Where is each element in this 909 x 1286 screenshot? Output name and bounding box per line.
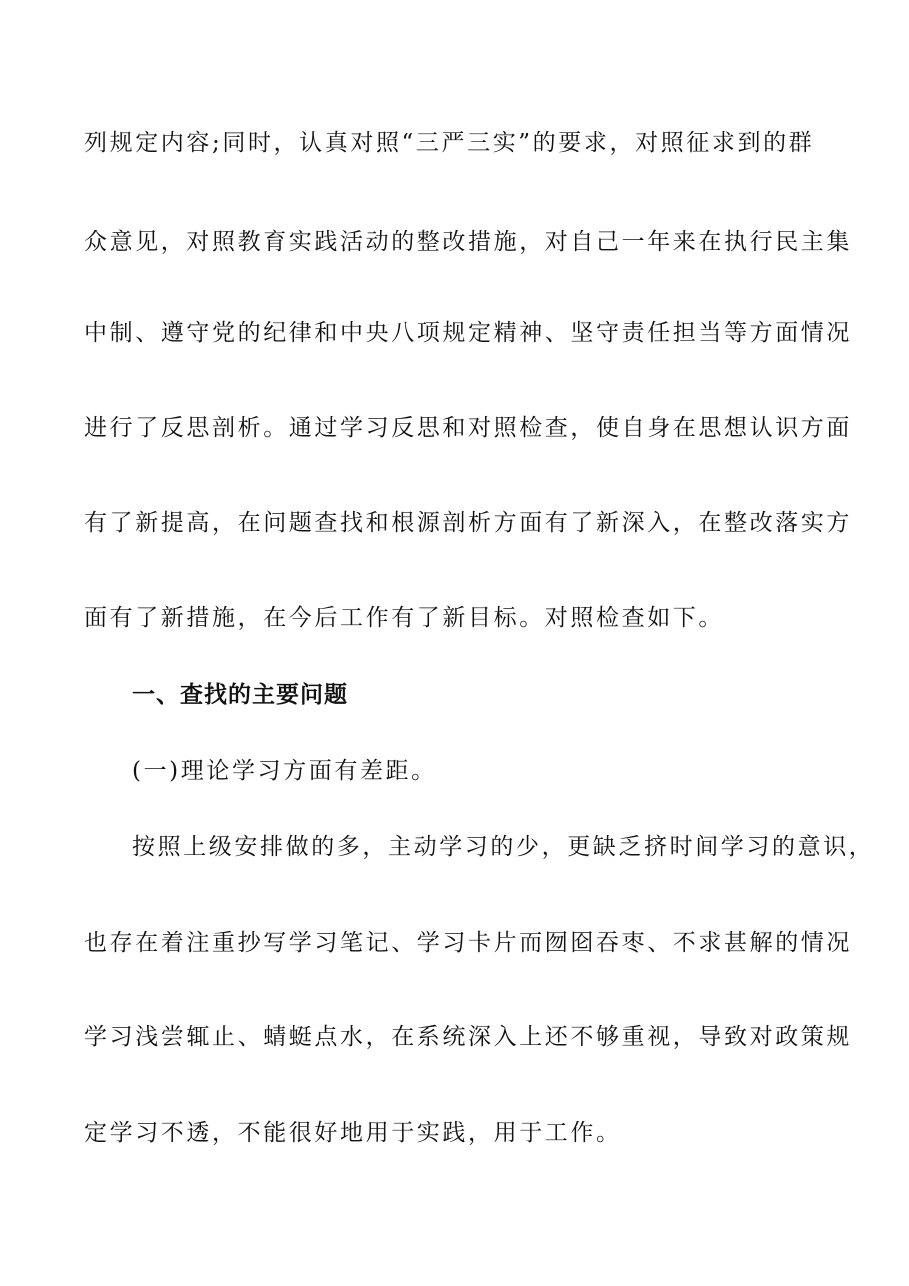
paragraph-line: 学习浅尝辄止、蜻蜓点水，在系统深入上还不够重视，导致对政策规 xyxy=(84,1024,852,1050)
paragraph-line: 面有了新措施，在今后工作有了新目标。对照检查如下。 xyxy=(84,605,724,631)
paragraph-line: 定学习不透，不能很好地用于实践，用于工作。 xyxy=(84,1120,622,1146)
paragraph-line: 中制、遵守党的纪律和中央八项规定精神、坚守责任担当等方面情况 xyxy=(84,320,852,346)
subsection-heading: (一)理论学习方面有差距。 xyxy=(132,758,437,784)
paragraph-line: 众意见，对照教育实践活动的整改措施，对自己一年来在执行民主集 xyxy=(84,229,852,255)
section-heading: 一、查找的主要问题 xyxy=(132,682,348,708)
paragraph-line: 进行了反思剖析。通过学习反思和对照检查，使自身在思想认识方面 xyxy=(84,415,852,441)
paragraph-line: 也存在着注重抄写学习笔记、学习卡片而囫囵吞枣、不求甚解的情况 xyxy=(84,930,852,956)
paragraph-line: 有了新提高，在问题查找和根源剖析方面有了新深入，在整改落实方 xyxy=(84,510,852,536)
paragraph-line: 列规定内容;同时，认真对照“三严三实”的要求，对照征求到的群 xyxy=(84,130,815,156)
paragraph-line: 按照上级安排做的多，主动学习的少，更缺乏挤时间学习的意识， xyxy=(132,834,875,860)
